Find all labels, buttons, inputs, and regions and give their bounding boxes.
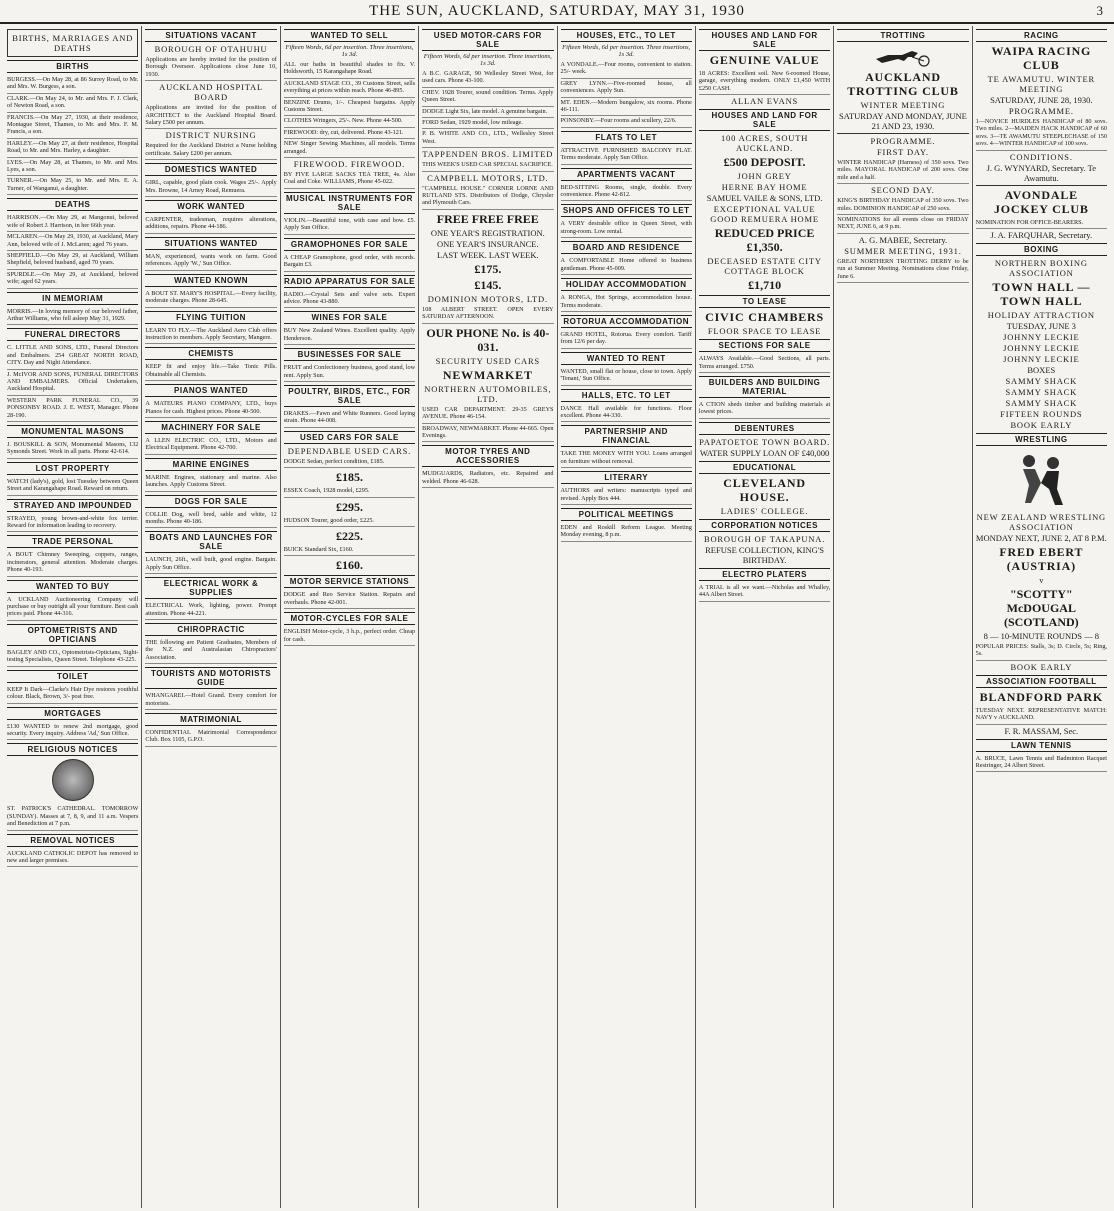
used-motor-cars-title: USED MOTOR-CARS FOR SALE — [422, 29, 553, 51]
boxing-book-early: BOOK EARLY — [1010, 420, 1073, 431]
column-1 — [4, 26, 142, 1208]
toilet-title: TOILET — [7, 670, 138, 683]
births-title: BIRTHS — [7, 60, 138, 73]
auckland-trotting-club: AUCKLAND TROTTING CLUB — [847, 70, 959, 98]
tourists-ad: WHANGAREI.—Hotel Grand. Every comfort for motorists. — [145, 691, 276, 710]
holiday-ad: A RONGA, Hot Springs, accommodation house. Terms moderate. — [561, 293, 692, 312]
motor-car-ad: CHEV. 1928 Tourer, sound condition. Terms. Apply Queen Street. — [422, 88, 553, 107]
borough-ad: Applications are hereby invited for the position of Borough Overseer. Applications close June 10, 1930. — [145, 55, 276, 81]
partnership-ad: TAKE THE MONEY WITH YOU. Loans arranged on furniture without removal. — [561, 449, 692, 468]
political-ad: EDEN and Roskill Reform League. Meeting Monday evening, 8 p.m. — [561, 523, 692, 542]
car-price: £185. — [335, 470, 363, 485]
rotorua-ad: GRAND HOTEL, Rotorua. Every comfort. Tariff from 12/6 per day. — [561, 330, 692, 349]
birth-notice: FRANCIS.—On May 27, 1930, at their residence, Montague Street, Thames, to Mr. and Mrs. F. M. Francis, a son. — [7, 113, 138, 139]
deaths-title: DEATHS — [7, 198, 138, 211]
fifteen-rounds: FIFTEEN ROUNDS — [1000, 409, 1083, 420]
john-grey: JOHN GREY — [737, 171, 792, 182]
football-secretary: F. R. MASSAM, Sec. — [1004, 725, 1079, 736]
pwhite-ad: P. B. WHITE AND CO., LTD., Wellesley Street West. — [422, 129, 553, 148]
firewood-ad: BY FIVE LARGE SACKS TEA TREE, 4s. Also Coal and Coke. WILLIAMS, Phone 45-022. — [284, 170, 415, 189]
car-ad: ESSEX Coach, 1928 model, £295. — [284, 486, 415, 497]
free-heading: FREE FREE FREE — [436, 211, 539, 226]
northern-boxing: NORTHERN BOXING ASSOCIATION — [994, 258, 1088, 279]
wrestlers-icon — [1001, 449, 1081, 509]
trotting-title: TROTTING — [837, 29, 968, 42]
wines-title: WINES FOR SALE — [284, 311, 415, 324]
wanted-buy-title: WANTED TO BUY — [7, 580, 138, 593]
free-line: LAST WEEK. LAST WEEK. — [437, 249, 539, 260]
wrestling-title: WRESTLING — [976, 433, 1107, 446]
funeral-title: FUNERAL DIRECTORS — [7, 328, 138, 341]
motor-car-ad: FORD Sedan, 1929 model, low mileage. — [422, 118, 553, 129]
chemists-title: CHEMISTS — [145, 347, 276, 360]
dominion-phone: OUR PHONE No. is 40-031. — [426, 325, 550, 354]
flats-ad: ATTRACTIVE FURNISHED BALCONY FLAT. Terms moderate. Apply Sun Office. — [561, 146, 692, 165]
gramophones-ad: A CHEAP Gramophone, good order, with records. Bargain £3. — [284, 253, 415, 272]
trade-ad: A BOUT Chimney Sweeping, coppers, ranges, incinerators, general attention. Moderate charges. Phone 40-193. — [7, 550, 138, 576]
divider — [837, 133, 968, 134]
pianos-title: PIANOS WANTED — [145, 384, 276, 397]
religious-ad: ST. PATRICK'S CATHEDRAL. TOMORROW (SUNDAY). Masses at 7, 8, 9, and 11 a.m. Vespers and Benediction at 7 p.m. — [7, 804, 138, 830]
business-title: BUSINESSES FOR SALE — [284, 348, 415, 361]
wanted-sell-rates: Fifteen Words, 6d per insertion. Three insertions, 1s 3d. — [285, 44, 414, 58]
boxes-label: BOXES — [1027, 365, 1056, 376]
waipa-subtitle: TE AWAMUTU. WINTER MEETING — [987, 74, 1095, 94]
motor-title: MOTOR SERVICE STATIONS — [284, 575, 415, 588]
motor-car-ad: A B.C. GARAGE, 90 Wellesley Street West, for used cars. Phone 43-100. — [422, 69, 553, 88]
avondale-jockey-club: AVONDALE JOCKEY CLUB — [993, 187, 1089, 216]
column-3 — [281, 26, 419, 1208]
optometrists-title: OPTOMETRISTS AND OPTICIANS — [7, 624, 138, 646]
tennis-title: LAWN TENNIS — [976, 739, 1107, 752]
divider — [976, 185, 1107, 186]
electrical-ad: ELECTRICAL Work, lighting, power. Prompt attention. Phone 44-221. — [145, 601, 276, 620]
tourists-title: TOURISTS AND MOTORISTS GUIDE — [145, 667, 276, 689]
town-hall: TOWN HALL — TOWN HALL — [992, 280, 1091, 309]
waipa-secretary: J. G. WYNYARD, Secretary. Te Awamutu. — [986, 162, 1097, 183]
toilet-ad: KEEP It Dark—Clarke's Hair Dye restores youthful colour. Black, Brown, 3/- post free. — [7, 685, 138, 704]
situations-vacant-title: SITUATIONS VACANT — [145, 29, 276, 42]
holiday-title: HOLIDAY ACCOMMODATION — [561, 278, 692, 291]
memoriam-title: IN MEMORIAM — [7, 292, 138, 305]
builders-ad: A CTION sheds timber and building materials at lowest prices. — [699, 400, 830, 419]
removal-title: REMOVAL NOTICES — [7, 834, 138, 847]
marine-ad: MARINE Engines, stationary and marine. Also launches. Apply Customs Street. — [145, 473, 276, 492]
literary-ad: AUTHORS and writers: manuscripts typed and revised. Apply Box 444. — [561, 486, 692, 505]
trade-title: TRADE PERSONAL — [7, 535, 138, 548]
machinery-ad: A LLEN ELECTRIC CO., LTD., Motors and Electrical Equipment. Phone 42-700. — [145, 436, 276, 455]
deceased-estate-heading: DECEASED ESTATE CITY COTTAGE BLOCK — [707, 256, 822, 277]
electro-ad: A TRIAL is all we want.—Nicholas and Whalley, 44A Albert Street. — [699, 583, 830, 602]
lost-ad: WATCH (lady's), gold, lost Tuesday between Queen Street and Karangahape Road. Reward on return. — [7, 477, 138, 496]
situations-wanted-ad: MAN, experienced, wants work on farm. Good references. Apply 'W.,' Sun Office. — [145, 252, 276, 271]
meeting-dates: SATURDAY AND MONDAY, JUNE 21 AND 23, 1930. — [839, 111, 967, 131]
halls-title: HALLS, ETC. TO LET — [561, 389, 692, 402]
boxer-name: JOHNNY LECKIE — [1003, 343, 1080, 354]
ten-minute-rounds: 8 — 10-MINUTE ROUNDS — 8 — [983, 631, 1100, 642]
free-line: ONE YEAR'S REGISTRATION. — [430, 227, 545, 238]
death-notice: MCLAREN.—On May 29, 1930, at Auckland, Mary Ann, beloved wife of J. McLaren; aged 76 years. — [7, 232, 138, 251]
used-cars-title: USED CARS FOR SALE — [284, 431, 415, 444]
situations-wanted-title: SITUATIONS WANTED — [145, 237, 276, 250]
house-let-ad: PONSONBY.—Four rooms and scullery, 22/6. — [561, 116, 692, 127]
hospital-title: AUCKLAND HOSPITAL BOARD — [159, 82, 263, 103]
borough-title: BOROUGH OF OTAHUHU — [154, 44, 268, 54]
acres-100-heading: 100 ACRES, SOUTH AUCKLAND. — [720, 133, 809, 154]
free-line: ONE YEAR'S INSURANCE. — [437, 238, 539, 249]
summer-meeting: SUMMER MEETING, 1931. — [844, 245, 962, 256]
campbell-title: CAMPBELL MOTORS, LTD. — [427, 172, 549, 183]
versus-label: v — [1039, 575, 1044, 586]
lost-title: LOST PROPERTY — [7, 462, 138, 475]
district-title: DISTRICT NURSING — [165, 130, 257, 141]
strayed-ad: STRAYED, young brown-and-white fox terrier. Reward for information leading to recovery. — [7, 514, 138, 533]
poultry-ad: DRAKES.—Fawn and White Runners. Good laying strain. Phone 44-008. — [284, 409, 415, 428]
wrestling-prices: POPULAR PRICES: Stalls, 3s; D. Circle, 5s; Ring, 5s. — [976, 642, 1107, 661]
wanted-buy-ad: A UCKLAND Auctioneering Company will purchase or buy outright all your furniture. Best cash prices paid. Phone 44-316. — [7, 595, 138, 621]
musical-ad: VIOLIN.—Beautiful tone, with case and bow. £5. Apply Sun Office. — [284, 216, 415, 235]
flats-title: FLATS TO LET — [561, 131, 692, 144]
funeral-ad: J. McIVOR AND SONS, FUNERAL DIRECTORS AND EMBALMERS. Official Undertakers, Auckland Hospital. — [7, 370, 138, 396]
dominion-title: DOMINION MOTORS, LTD. — [427, 293, 548, 304]
tennis-ad: A. BRUCE, Lawn Tennis and Badminton Racquet Restringer, 24 Albert Street. — [976, 754, 1107, 773]
birth-notice: BURGESS.—On May 28, at 86 Surrey Road, to Mr. and Mrs. W. Burgess, a son. — [7, 75, 138, 94]
northern-automobiles-title: NORTHERN AUTOMOBILES, LTD. — [424, 383, 552, 404]
waipa-date: SATURDAY, JUNE 28, 1930. — [990, 95, 1093, 105]
wrestler-ebert: FRED EBERT (AUSTRIA) — [999, 545, 1084, 574]
houses-let-rates: Fifteen Words, 6d per insertion. Three insertions, 1s 3d. — [562, 44, 691, 58]
masthead-title: THE SUN, AUCKLAND, SATURDAY, MAY 31, 1930 — [369, 3, 745, 19]
chemists-ad: KEEP fit and enjoy life.—Take Tonic Pills. Obtainable all Chemists. — [145, 362, 276, 381]
genuine-value-heading: GENUINE VALUE — [709, 53, 820, 67]
work-title: WORK WANTED — [145, 200, 276, 213]
price-145: £145. — [474, 277, 502, 292]
wanted-sell-ad: NEW Singer Sewing Machines, all models. Terms arranged. — [284, 139, 415, 158]
houses-land-subtitle: HOUSES AND LAND FOR SALE — [699, 109, 830, 131]
dependable-heading: DEPENDABLE USED CARS. — [287, 445, 412, 456]
boxer-name: SAMMY SHACK — [1005, 376, 1078, 387]
motorcycles-title: MOTOR-CYCLES FOR SALE — [284, 612, 415, 625]
genuine-value-ad: 18 ACRES: Excellent soil. New 6-roomed House, garage, everything modern. ONLY £1,450 WITH £250 CASH. — [699, 69, 830, 95]
religious-title: RELIGIOUS NOTICES — [7, 743, 138, 756]
board-ad: A COMFORTABLE Home offered to business gentleman. Phone 45-009. — [561, 256, 692, 275]
nominations-notice: NOMINATIONS for all events close on FRIDAY NEXT, JUNE 6, at 9 p.m. — [837, 215, 968, 234]
holiday-attraction: HOLIDAY ATTRACTION — [987, 310, 1095, 321]
funeral-ad: WESTERN PARK FUNERAL CO., 39 PONSONBY ROAD. J. E. WEST, Manager. Phone 28-190. — [7, 396, 138, 422]
domestics-ad: GIRL, capable, good plain cook. Wages 25/-. Apply Mrs. Browne, 14 Arney Road, Remuera. — [145, 178, 276, 197]
trotting-horse-icon — [868, 45, 938, 67]
bmd-header-frame — [7, 29, 138, 57]
column-2 — [142, 26, 280, 1208]
page-number: 3 — [1096, 3, 1104, 18]
wanted-sell-ad: CLOTHES Wringers, 25/-. New. Phone 44-500. — [284, 116, 415, 127]
birth-notice: TURNER.—On May 25, to Mr. and Mrs. E. A. Turner, of Wanganui, a daughter. — [7, 176, 138, 195]
tyres-ad: MUDGUARDS, Radiators, etc. Repaired and welded. Phone 46-628. — [422, 469, 553, 488]
radio-title: RADIO APPARATUS FOR SALE — [283, 276, 415, 286]
machinery-title: MACHINERY FOR SALE — [145, 421, 276, 434]
price-175: £175. — [474, 261, 502, 276]
musical-title: MUSICAL INSTRUMENTS FOR SALE — [284, 192, 415, 214]
samuel-vaile: SAMUEL VAILE & SONS, LTD. — [706, 193, 823, 204]
tyres-title: MOTOR TYRES AND ACCESSORIES — [422, 445, 553, 467]
wanted-rent-title: WANTED TO RENT — [561, 352, 692, 365]
water-loan: WATER SUPPLY LOAN OF £40,000 — [699, 447, 830, 458]
boxing-date: TUESDAY, JUNE 3 — [1006, 321, 1076, 332]
column-7 — [834, 26, 972, 1208]
shops-ad: A VERY desirable office in Queen Street, with strong-room. Low rental. — [561, 219, 692, 238]
columns — [4, 26, 1110, 1208]
matrimonial-title: MATRIMONIAL — [145, 713, 276, 726]
first-day-races: WINTER HANDICAP (Harness) of 350 sovs. Two miles. MAYORAL HANDICAP of 200 sovs. One mile and a half. — [837, 158, 968, 184]
boxing-title: BOXING — [976, 243, 1107, 256]
educational-title: EDUCATIONAL — [699, 461, 830, 474]
matrimonial-ad: CONFIDENTIAL Matrimonial Correspondence Club. Box 1105, G.P.O. — [145, 728, 276, 747]
car-ad: DODGE Sedan, perfect condition, £185. — [284, 457, 415, 468]
halls-ad: DANCE Hall available for functions. Floor excellent. Phone 44-330. — [561, 404, 692, 423]
removal-ad: AUCKLAND CATHOLIC DEPOT has removed to new and larger premises. — [7, 849, 138, 868]
security-title: SECURITY USED CARS — [435, 355, 540, 366]
campbell-ad: "CAMPBELL HOUSE." CORNER LORNE AND RUTLAND STS. Distributors of Dodge, Chrysler and Plymouth Cars. — [422, 184, 553, 210]
wanted-sell-ad: FIREWOOD: dry, cut, delivered. Phone 43-121. — [284, 128, 415, 139]
birth-notice: CLARK.—On May 24, to Mr. and Mrs. F. J. Clark, of Newton Road, a son. — [7, 94, 138, 113]
price-1710: £1,710 — [748, 278, 782, 293]
optometrists-ad: BAGLEY AND CO., Optometrists-Opticians, Sight-testing Specialists, Queen Street. Telephone 43-225. — [7, 648, 138, 667]
newmarket-heading: NEWMARKET — [442, 367, 533, 382]
first-day-heading: FIRST DAY. — [877, 147, 929, 157]
pianos-ad: A MATEURS PIANO COMPANY, LTD., buys Pianos for cash. Highest prices. Phone 40-500. — [145, 399, 276, 418]
business-ad: FRUIT and Confectionery business, good stand, low rent. Apply Sun. — [284, 363, 415, 382]
radio-ad: RADIO.—Crystal Sets and valve sets. Expert advice. Phone 43-880. — [284, 290, 415, 309]
mortgages-ad: £130 WANTED to renew 2nd mortgage, good security. Every inquiry. Address 'Ad,' Sun Office. — [7, 722, 138, 741]
firewood-title: FIREWOOD. FIREWOOD. — [293, 159, 406, 170]
electrical-title: ELECTRICAL WORK & SUPPLIES — [145, 577, 276, 599]
literary-title: LITERARY — [561, 471, 692, 484]
second-day-heading: SECOND DAY. — [871, 185, 935, 196]
wrestler-mcdougal: "SCOTTY" McDOUGAL (SCOTLAND) — [1003, 587, 1079, 630]
cathedral-emblem-icon — [52, 759, 94, 801]
racing-title: RACING — [976, 29, 1107, 42]
waipa-programme: PROGRAMME. — [1008, 106, 1074, 116]
ladies-college: LADIES' COLLEGE. — [720, 505, 809, 516]
wanted-rent-ad: WANTED, small flat or house, close to town. Apply 'Tenant,' Sun Office. — [561, 367, 692, 386]
used-motor-cars-rates: Fifteen Words, 6d per insertion. Three insertions, 1s 3d. — [423, 53, 552, 67]
death-notice: HARRISON.—On May 29, at Mangonui, beloved wife of Robert J. Harrison, in her 66th year. — [7, 213, 138, 232]
poultry-title: POULTRY, BIRDS, ETC., FOR SALE — [284, 385, 415, 407]
sections-title: SECTIONS FOR SALE — [699, 339, 830, 352]
papatoetoe-heading: PAPATOETOE TOWN BOARD. — [699, 436, 830, 447]
civic-chambers: CIVIC CHAMBERS — [705, 310, 824, 325]
political-title: POLITICAL MEETINGS — [561, 508, 692, 521]
boxer-name: JOHNNY LECKIE — [1003, 332, 1080, 343]
wanted-sell-ad: AUCKLAND STAGE CO., 39 Customs Street, sells everything at prices within reach. Phone 46-895. — [284, 79, 415, 98]
motor-ad: DODGE and Reo Service Station. Repairs and overhauls. Phone 42-001. — [284, 590, 415, 609]
gramophones-title: GRAMOPHONES FOR SALE — [284, 238, 415, 251]
boxer-name: SAMMY SHACK — [1005, 387, 1078, 398]
car-price: £295. — [335, 499, 363, 514]
birth-notice: HARLEY.—On May 27, at their residence, Hospital Road, to Mr. and Mrs. Harley, a daughter. — [7, 139, 138, 158]
district-ad: Required for the Auckland District a Nurse holding certificate. Salary £200 per annum. — [145, 141, 276, 160]
funeral-ad: C. LITTLE AND SONS, LTD., Funeral Directors and Embalmers. 254 GREAT NORTH ROAD, CITY. Day and Night Attendance. — [7, 343, 138, 369]
car-price: £160. — [335, 558, 363, 573]
second-day-races: KING'S BIRTHDAY HANDICAP of 350 sovs. Two miles. DOMINION HANDICAP of 250 sovs. — [837, 196, 968, 215]
builders-title: BUILDERS AND BUILDING MATERIAL — [699, 376, 830, 398]
rotorua-title: ROTORUA ACCOMMODATION — [561, 315, 692, 328]
wines-ad: BUY New Zealand Wines. Excellent quality. Apply Henderson. — [284, 326, 415, 345]
price-1350: REDUCED PRICE £1,350. — [714, 226, 815, 255]
football-title: ASSOCIATION FOOTBALL — [976, 675, 1107, 688]
monumental-ad: J. BOUSKILL & SON, Monumental Masons, 132 Symonds Street. Work in all parts. Phone 42-614. — [7, 440, 138, 459]
blandford-body: TUESDAY NEXT. REPRESENTATIVE MATCH: NAVY v AUCKLAND. — [976, 706, 1107, 725]
bmd-header: BIRTHS, MARRIAGES AND DEATHS — [12, 33, 134, 53]
death-notice: SHEPFIELD.—On May 29, at Auckland, William Shepfield, beloved husband, aged 70 years. — [7, 251, 138, 270]
allan-evans: ALLAN EVANS — [731, 96, 799, 107]
boxer-name: SAMMY SHACK — [1005, 398, 1078, 409]
car-price: £225. — [335, 528, 363, 543]
corporation-title: CORPORATION NOTICES — [699, 519, 830, 532]
wanted-sell-ad: BENZINE Drums, 1/-. Cheapest bargains. Apply Customs Street. — [284, 98, 415, 117]
house-let-ad: A VONDALE.—Four rooms, convenient to station. 25/- week. — [561, 60, 692, 79]
debentures-title: DEBENTURES — [699, 422, 830, 435]
wanted-known-ad: A BOUT ST. MARY'S HOSPITAL.—Every facility, moderate charges. Phone 28-645. — [145, 289, 276, 308]
blandford-park: BLANDFORD PARK — [979, 689, 1103, 704]
boats-title: BOATS AND LAUNCHES FOR SALE — [145, 531, 276, 553]
domestics-title: DOMESTICS WANTED — [145, 163, 276, 176]
motor-car-ad: DODGE Light Six, late model. A genuine bargain. — [422, 107, 553, 118]
tappenden-ad: THIS WEEK'S USED CAR SPECIAL SACRIFICE. — [422, 160, 553, 171]
house-let-ad: GREY LYNN.—Five-roomed house, all conveniences. Apply Sun. — [561, 79, 692, 98]
house-let-ad: MT. EDEN.—Modern bungalow, six rooms. Phone 46-111. — [561, 98, 692, 117]
takapuna-heading: BOROUGH OF TAKAPUNA. — [703, 533, 826, 544]
column-4 — [419, 26, 557, 1208]
masthead — [0, 0, 1114, 24]
dominion-ad: 108 ALBERT STREET. OPEN EVERY SATURDAY AFTERNOON. — [422, 305, 553, 324]
wanted-sell-title: WANTED TO SELL — [284, 29, 415, 42]
to-lease-title: TO LEASE — [699, 295, 830, 308]
electro-title: ELECTRO PLATERS — [699, 568, 830, 581]
memoriam-notice: MORRIS.—In loving memory of our beloved father, Arthur Williams, who fell asleep May 31, 1929. — [7, 307, 138, 326]
wanted-known-title: WANTED KNOWN — [145, 274, 276, 287]
car-ad: HUDSON Tourer, good order, £225. — [284, 516, 415, 527]
birth-notice: LYES.—On May 28, at Thames, to Mr. and Mrs. Lyes, a son. — [7, 158, 138, 177]
cleveland-house: CLEVELAND HOUSE. — [723, 475, 806, 504]
northern-automobiles-ad: USED CAR DEPARTMENT. 29-35 GREYS AVENUE. Phone 46-154. — [422, 405, 553, 424]
motorcycles-ad: ENGLISH Motor-cycle, 3 h.p., perfect order. Cheap for cash. — [284, 627, 415, 646]
partnership-title: PARTNERSHIP AND FINANCIAL — [561, 425, 692, 447]
car-ad: BUICK Standard Six, £160. — [284, 545, 415, 556]
wanted-sell-ad: ALL our baths in beautiful shades to fix. V. Holdsworth, 15 Karangahape Road. — [284, 60, 415, 79]
wrestling-date: MONDAY NEXT, JUNE 2, AT 8 P.M. — [975, 533, 1107, 544]
apartments-title: APARTMENTS VACANT — [561, 168, 692, 181]
tappenden-title: TAPPENDEN BROS. LIMITED — [422, 149, 554, 160]
boxer-name: JOHNNY LECKIE — [1003, 354, 1080, 365]
work-ad: CARPENTER, tradesman, requires alterations, additions, repairs. Phone 44-186. — [145, 215, 276, 234]
strayed-title: STRAYED AND IMPOUNDED — [7, 499, 138, 512]
waipa-conditions: CONDITIONS. — [1009, 151, 1073, 162]
apartments-ad: BED-SITTING Rooms, single, double. Every convenience. Phone 42-812. — [561, 183, 692, 202]
wrestling-book-early: BOOK EARLY — [1010, 661, 1073, 672]
dogs-ad: COLLIE Dog, well bred, sable and white, 12 months. Phone 40-186. — [145, 510, 276, 529]
houses-let-title: HOUSES, ETC., TO LET — [561, 29, 692, 42]
dogs-title: DOGS FOR SALE — [145, 495, 276, 508]
chiropractic-title: CHIROPRACTIC — [145, 623, 276, 636]
waipa-programme-body: 1—NOVICE HURDLES HANDICAP of 80 sovs. Two miles. 2—MAIDEN HACK HANDICAP of 60 sovs. 3—TE AWAMUTU STEEPLECHASE of 150 sovs. 4—WINTER HANDICAP of 100 sovs. — [976, 117, 1107, 151]
board-title: BOARD AND RESIDENCE — [561, 241, 692, 254]
deposit-500: £500 DEPOSIT. — [723, 155, 806, 170]
hospital-ad: Applications are invited for the position of ARCHITECT to the Auckland Hospital Board. Salary £500 per annum. — [145, 103, 276, 129]
shops-title: SHOPS AND OFFICES TO LET — [561, 204, 692, 217]
sections-ad: ALWAYS Available.—Good Sections, all parts. Terms arranged. £750. — [699, 354, 830, 373]
floor-space: FLOOR SPACE TO LEASE — [707, 326, 822, 337]
death-notice: SPURDLE.—On May 29, at Auckland, beloved wife; aged 62 years. — [7, 270, 138, 289]
marine-title: MARINE ENGINES — [145, 458, 276, 471]
mortgages-title: MORTGAGES — [7, 707, 138, 720]
column-6 — [696, 26, 834, 1208]
monumental-title: MONUMENTAL MASONS — [7, 425, 138, 438]
column-8 — [973, 26, 1110, 1208]
nz-wrestling-association: NEW ZEALAND WRESTLING ASSOCIATION — [976, 512, 1106, 533]
programme-heading: PROGRAMME. — [870, 136, 936, 146]
herne-bay-heading: HERNE BAY HOME — [721, 182, 808, 193]
trotting-secretary: A. G. MABEE, Secretary. — [858, 234, 948, 245]
winter-meeting: WINTER MEETING — [860, 100, 946, 110]
houses-land-title: HOUSES AND LAND FOR SALE — [699, 29, 830, 51]
exceptional-value-heading: EXCEPTIONAL VALUE GOOD REMUERA HOME — [710, 204, 819, 225]
flying-title: FLYING TUITION — [145, 311, 276, 324]
broadway-ad: BROADWAY, NEWMARKET. Phone 44-665. Open Evenings. — [422, 424, 553, 443]
boats-ad: LAUNCH, 26ft., well built, good engine. Bargain. Apply Sun Office. — [145, 555, 276, 574]
avondale-body: NOMINATION FOR OFFICE-BEARERS. — [976, 218, 1107, 229]
refuse-collection: REFUSE COLLECTION, KING'S BIRTHDAY. — [705, 544, 824, 565]
column-5 — [558, 26, 696, 1208]
chiropractic-ad: THE following are Patient Graduates, Members of the N.Z. and Australasian Chiropractors' Association. — [145, 638, 276, 664]
avondale-secretary: J. A. FARQUHAR, Secretary. — [990, 230, 1093, 241]
waipa-racing-club: WAIPA RACING CLUB — [991, 44, 1092, 72]
flying-ad: LEARN TO FLY.—The Auckland Aero Club offers instruction to members. Apply Secretary, Mangere. — [145, 326, 276, 345]
summer-meeting-body: GREAT NORTHERN TROTTING DERBY to be run at Summer Meeting. Nominations close Friday, June 6. — [837, 257, 968, 283]
